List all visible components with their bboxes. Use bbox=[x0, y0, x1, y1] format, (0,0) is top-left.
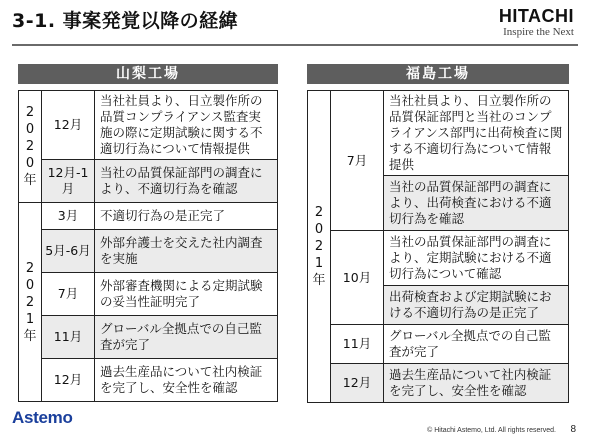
month-cell: 7月 bbox=[331, 91, 384, 231]
table-row bbox=[308, 364, 569, 403]
table-row bbox=[19, 359, 278, 402]
year-label: 2 0 2 1 年 bbox=[312, 205, 326, 288]
event-text: 当社の品質保証部門の調査により、定期試験における不適切行為について確認 bbox=[384, 231, 569, 286]
month-cell: 12月-1月 bbox=[42, 160, 95, 203]
table-row bbox=[308, 91, 569, 176]
event-text: 外部弁護士を交えた社内調査を実施 bbox=[95, 230, 278, 273]
table-row bbox=[19, 91, 278, 160]
month-cell: 10月 bbox=[331, 231, 384, 325]
table-row bbox=[19, 160, 278, 203]
title-divider bbox=[12, 44, 578, 46]
month-cell: 12月 bbox=[42, 91, 95, 160]
month-cell: 3月 bbox=[42, 203, 95, 230]
fukushima-timeline-table bbox=[307, 90, 569, 403]
year-cell-2021 bbox=[308, 91, 331, 403]
page-number: 8 bbox=[570, 424, 576, 435]
yamanashi-panel-header: 山梨工場 bbox=[18, 64, 278, 84]
table-row bbox=[19, 230, 278, 273]
fukushima-panel-header: 福島工場 bbox=[307, 64, 569, 84]
month-cell: 5月-6月 bbox=[42, 230, 95, 273]
event-text: 当社社員より、日立製作所の品質保証部門と当社のコンプライアンス部門に出荷検査に関する不適切行為について情報提供 bbox=[384, 91, 569, 176]
event-text: グローバル全拠点での自己監査が完了 bbox=[95, 316, 278, 359]
table-row bbox=[19, 273, 278, 316]
year-cell-2020 bbox=[19, 91, 42, 203]
table-row bbox=[308, 231, 569, 286]
event-text: 過去生産品について社内検証を完了し、安全性を確認 bbox=[95, 359, 278, 402]
table-row bbox=[19, 316, 278, 359]
month-cell: 7月 bbox=[42, 273, 95, 316]
logo-name: HITACHI bbox=[498, 6, 574, 26]
yamanashi-timeline-table bbox=[18, 90, 278, 402]
fukushima-panel bbox=[307, 64, 569, 403]
yamanashi-panel bbox=[18, 64, 278, 402]
hitachi-logo bbox=[499, 6, 574, 38]
month-cell: 12月 bbox=[331, 364, 384, 403]
event-text: 当社社員より、日立製作所の品質コンプライアンス監査実施の際に定期試験に関する不適切行為について情報提供 bbox=[95, 91, 278, 160]
month-cell: 12月 bbox=[42, 359, 95, 402]
table-row bbox=[308, 325, 569, 364]
event-text: 過去生産品について社内検証を完了し、安全性を確認 bbox=[384, 364, 569, 403]
table-row bbox=[19, 203, 278, 230]
year-label: 2 0 2 0 年 bbox=[23, 105, 37, 188]
logo-tagline: Inspire the Next bbox=[503, 26, 574, 38]
year-label: 2 0 2 1 年 bbox=[23, 260, 37, 344]
event-text: グローバル全拠点での自己監査が完了 bbox=[384, 325, 569, 364]
year-cell-2021 bbox=[19, 203, 42, 402]
event-text: 不適切行為の是正完了 bbox=[95, 203, 278, 230]
month-cell: 11月 bbox=[42, 316, 95, 359]
event-text: 当社の品質保証部門の調査により、不適切行為を確認 bbox=[95, 160, 278, 203]
copyright-text: © Hitachi Astemo, Ltd. All rights reserved. bbox=[427, 427, 556, 434]
event-text: 当社の品質保証部門の調査により、出荷検査における不適切行為を確認 bbox=[384, 176, 569, 231]
event-text: 外部審査機関による定期試験の妥当性証明完了 bbox=[95, 273, 278, 316]
page-title: 3-1. 事案発覚以降の経緯 bbox=[12, 10, 239, 32]
month-cell: 11月 bbox=[331, 325, 384, 364]
astemo-logo: Astemo bbox=[12, 408, 73, 427]
event-text: 出荷検査および定期試験における不適切行為の是正完了 bbox=[384, 286, 569, 325]
